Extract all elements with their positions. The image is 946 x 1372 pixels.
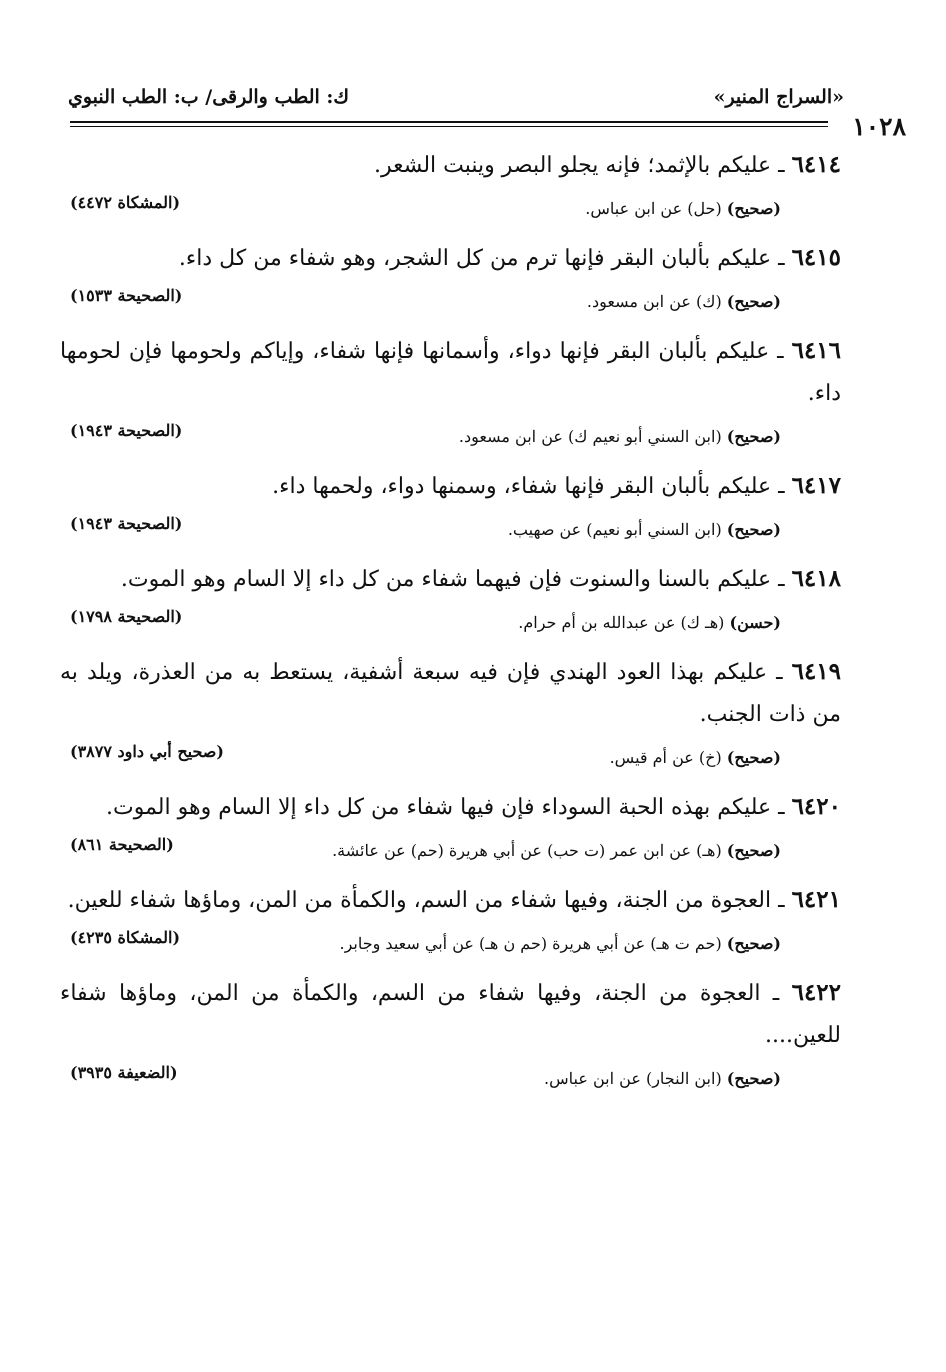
- hadith-entry: [60, 330, 841, 457]
- hadith-meta: [60, 742, 841, 778]
- hadith-number: ٦٤٢١: [791, 886, 841, 913]
- hadith-source: [339, 934, 781, 953]
- hadith-narrator: (حم ت هـ) عن أبي هريرة (حم ن هـ) عن أبي سعيد وجابر.: [339, 934, 722, 953]
- hadith-grade: (صحيح): [726, 1069, 781, 1088]
- header-rule: [70, 121, 828, 123]
- hadith-text: عليكم بالإثمد؛ فإنه يجلو البصر وينبت الشعر.: [373, 153, 772, 178]
- hadith-meta: [60, 193, 841, 229]
- hadith-source: [508, 520, 781, 539]
- hadith-grade: (صحيح): [726, 748, 781, 767]
- hadith-reference: (الصحيحة ١٩٤٣): [70, 421, 183, 440]
- hadith-text: عليكم بهذه الحبة السوداء فإن فيها شفاء من كل داء إلا السام وهو الموت.: [106, 795, 772, 820]
- hadith-grade: (صحيح): [726, 292, 781, 311]
- hadith-narrator: (ابن السني أبو نعيم) عن صهيب.: [507, 520, 722, 539]
- book-title: «السراج المنير»: [713, 86, 844, 108]
- hadith-reference: (المشكاة ٤٢٣٥): [70, 928, 181, 947]
- hadith-entry: [60, 786, 841, 871]
- hadith-text-line: ٦٤١٥ ـ عليكم بألبان البقر فإنها ترم من كل الشجر، وهو شفاء من كل داء.: [178, 244, 841, 271]
- hadith-entry: [60, 879, 841, 964]
- hadith-entry: [60, 651, 841, 778]
- hadith-meta: [60, 514, 841, 550]
- hadith-meta: [60, 1063, 841, 1099]
- hadith-meta: [60, 835, 841, 871]
- hadith-text: عليكم بألبان البقر فإنها ترم من كل الشجر، وهو شفاء من كل داء.: [178, 246, 772, 271]
- hadith-grade: (صحيح): [726, 841, 781, 860]
- hadith-number: ٦٤١٤: [791, 151, 841, 178]
- hadith-number: ٦٤١٨: [791, 565, 841, 592]
- hadith-grade: (صحيح): [726, 427, 781, 446]
- chapter-title: ك: الطب والرقى/ ب: الطب النبوي: [68, 86, 350, 108]
- hadith-narrator: (خ) عن أم قيس.: [609, 748, 722, 767]
- hadith-entry: [60, 465, 841, 550]
- hadith-meta: [60, 607, 841, 643]
- hadith-grade: (صحيح): [726, 934, 781, 953]
- hadith-number: ٦٤١٦: [791, 337, 842, 364]
- page-header: [68, 86, 844, 116]
- hadith-narrator: (حل) عن ابن عباس.: [585, 199, 722, 218]
- hadith-text: عليكم بألبان البقر فإنها شفاء، وسمنها دواء، ولحمها داء.: [272, 474, 772, 499]
- hadith-grade: (حسن): [729, 613, 781, 632]
- hadith-narrator: (ابن النجار) عن ابن عباس.: [544, 1069, 722, 1088]
- page-number: ١٠٢٨: [852, 112, 906, 141]
- hadith-source: [587, 292, 781, 311]
- hadith-source: [544, 1069, 781, 1088]
- hadith-reference: (الصحيحة ٨٦١): [70, 835, 174, 854]
- hadith-text-line: ٦٤٢١ ـ العجوة من الجنة، وفيها شفاء من السم، والكمأة من المن، وماؤها شفاء للعين.: [67, 886, 841, 913]
- hadith-grade: (صحيح): [726, 520, 781, 539]
- hadith-number: ٦٤٢٠: [791, 793, 841, 820]
- hadith-reference: (صحيح أبي داود ٣٨٧٧): [70, 742, 224, 761]
- hadith-number: ٦٤١٥: [791, 244, 841, 271]
- hadith-entry: [60, 972, 841, 1099]
- hadith-grade: (صحيح): [726, 199, 781, 218]
- hadith-reference: (الصحيحة ١٩٤٣): [70, 514, 183, 533]
- hadith-text: العجوة من الجنة، وفيها شفاء من السم، والكمأة من المن، وماؤها شفاء للعين....: [60, 981, 841, 1048]
- hadith-source: [585, 199, 781, 218]
- hadith-text-line: ٦٤١٧ ـ عليكم بألبان البقر فإنها شفاء، وسمنها دواء، ولحمها داء.: [272, 472, 841, 499]
- hadith-reference: (الصحيحة ١٥٣٣): [70, 286, 183, 305]
- hadith-text-line: ٦٤٢٠ ـ عليكم بهذه الحبة السوداء فإن فيها شفاء من كل داء إلا السام وهو الموت.: [106, 793, 841, 820]
- hadith-text-line: ٦٤١٨ ـ عليكم بالسنا والسنوت فإن فيهما شفاء من كل داء إلا السام وهو الموت.: [120, 565, 841, 592]
- hadith-reference: (الضعيفة ٣٩٣٥): [70, 1063, 178, 1082]
- hadith-number: ٦٤١٧: [791, 472, 841, 499]
- hadith-text: عليكم بالسنا والسنوت فإن فيهما شفاء من كل داء إلا السام وهو الموت.: [120, 567, 772, 592]
- hadith-reference: (المشكاة ٤٤٧٢): [70, 193, 181, 212]
- hadith-list: [60, 144, 841, 1107]
- hadith-text-line: ٦٤٢٢ ـ العجوة من الجنة، وفيها شفاء من السم، والكمأة من المن، وماؤها شفاء للعين....: [60, 979, 842, 1048]
- hadith-entry: [60, 237, 841, 322]
- hadith-narrator: (هـ) عن ابن عمر (ت حب) عن أبي هريرة (حم) عن عائشة.: [332, 841, 722, 860]
- hadith-narrator: (ابن السني أبو نعيم ك) عن ابن مسعود.: [458, 427, 722, 446]
- hadith-number: ٦٤٢٢: [791, 979, 842, 1006]
- hadith-number: ٦٤١٩: [791, 658, 842, 685]
- hadith-narrator: (ك) عن ابن مسعود.: [586, 292, 722, 311]
- hadith-source: [332, 841, 781, 860]
- hadith-source: [610, 748, 781, 767]
- hadith-meta: [60, 421, 841, 457]
- header-rule-thin: [70, 126, 828, 127]
- hadith-text-line: ٦٤١٩ ـ عليكم بهذا العود الهندي فإن فيه سبعة أشفية، يستعط به من العذرة، ويلد به من ذات الجنب.: [60, 658, 842, 727]
- hadith-reference: (الصحيحة ١٧٩٨): [70, 607, 183, 626]
- hadith-entry: [60, 144, 841, 229]
- hadith-text: عليكم بألبان البقر فإنها دواء، وأسمانها فإنها شفاء، وإياكم ولحومها فإن لحومها داء.: [60, 339, 841, 406]
- hadith-source: [459, 427, 781, 446]
- hadith-text-line: ٦٤١٤ ـ عليكم بالإثمد؛ فإنه يجلو البصر وينبت الشعر.: [373, 151, 841, 178]
- hadith-text: عليكم بهذا العود الهندي فإن فيه سبعة أشفية، يستعط به من العذرة، ويلد به من ذات الجنب.: [60, 660, 841, 727]
- hadith-text: العجوة من الجنة، وفيها شفاء من السم، والكمأة من المن، وماؤها شفاء للعين.: [67, 888, 772, 913]
- hadith-meta: [60, 928, 841, 964]
- hadith-narrator: (هـ ك) عن عبدالله بن أم حرام.: [518, 613, 725, 632]
- hadith-source: [518, 613, 781, 632]
- hadith-text-line: ٦٤١٦ ـ عليكم بألبان البقر فإنها دواء، وأسمانها فإنها شفاء، وإياكم ولحومها فإن لحومها داء.: [60, 337, 842, 406]
- hadith-meta: [60, 286, 841, 322]
- hadith-entry: [60, 558, 841, 643]
